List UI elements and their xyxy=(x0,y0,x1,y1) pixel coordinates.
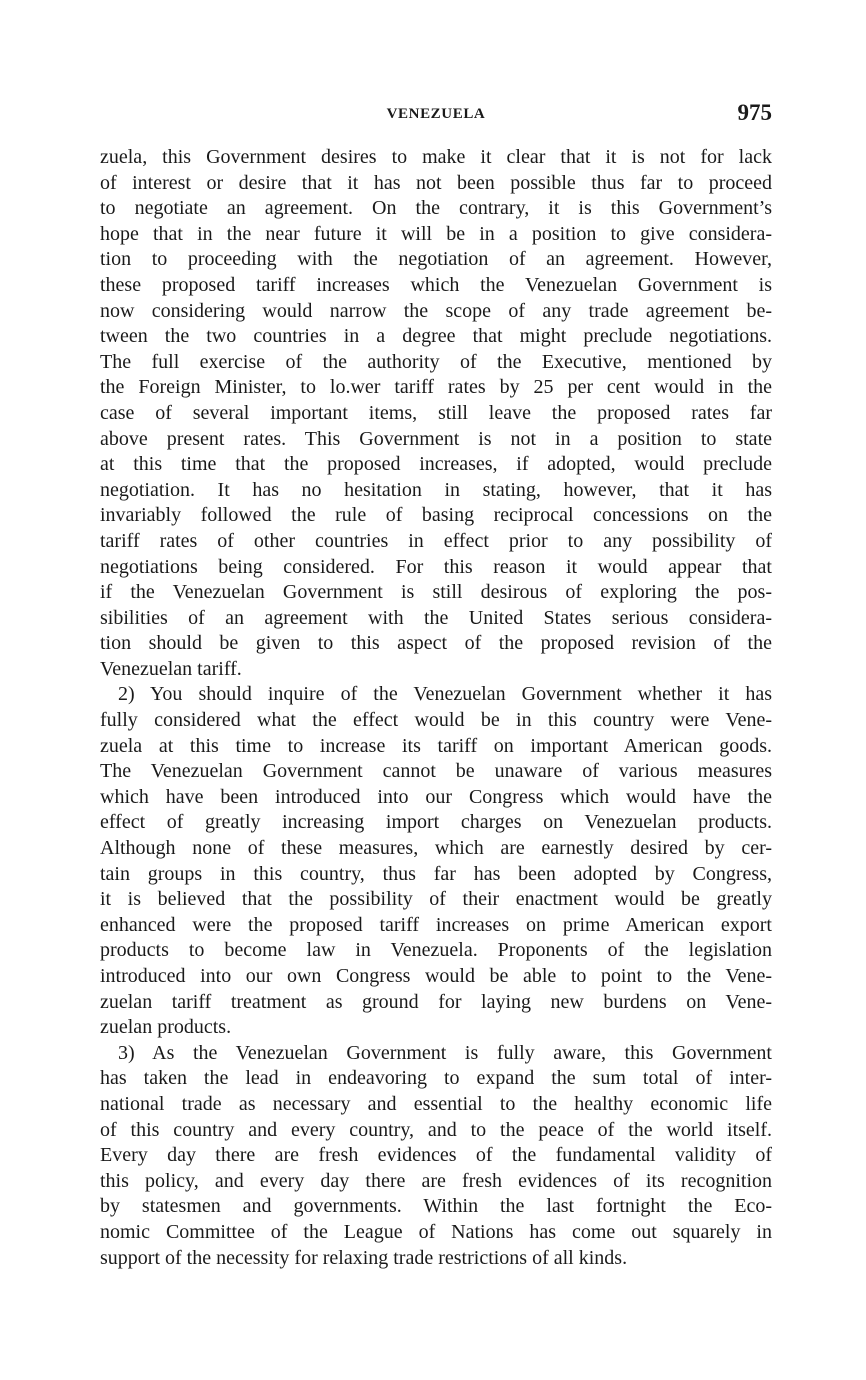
text-line: zuela at this time to increase its tariff on important American goods. xyxy=(100,734,772,757)
running-head xyxy=(100,100,772,130)
text-line: tween the two countries in a degree that might preclude negotiations. xyxy=(100,325,772,348)
text-line: tion should be given to this aspect of the proposed revision of the xyxy=(100,632,772,655)
text-line: these proposed tariff increases which the Venezuelan Government is xyxy=(100,273,772,296)
text-line: hope that in the near future it will be in a position to give considera- xyxy=(100,222,772,245)
text-line: to negotiate an agreement. On the contrary, it is this Government’s xyxy=(100,197,772,220)
text-line: fully considered what the effect would be in this country were Vene- xyxy=(100,709,772,732)
text-line: negotiations being considered. For this reason it would appear that xyxy=(100,555,772,578)
text-line: the Foreign Minister, to lo.wer tariff rates by 25 per cent would in the xyxy=(100,376,772,399)
body-text xyxy=(100,145,772,1271)
text-line: case of several important items, still leave the proposed rates far xyxy=(100,401,772,424)
text-line: now considering would narrow the scope of any trade agreement be- xyxy=(100,299,772,322)
text-line: has taken the lead in endeavoring to expand the sum total of inter- xyxy=(100,1067,772,1090)
text-line: zuelan products. xyxy=(100,1016,232,1039)
text-line: negotiation. It has no hesitation in stating, however, that it has xyxy=(100,478,772,501)
page-number: 975 xyxy=(737,100,772,125)
text-line: The full exercise of the authority of the Executive, mentioned by xyxy=(100,350,772,373)
text-line: zuela, this Government desires to make it clear that it is not for lack xyxy=(100,146,772,168)
text-line: tain groups in this country, thus far has been adopted by Congress, xyxy=(100,862,772,885)
text-line: nomic Committee of the League of Nations has come out squarely in xyxy=(100,1220,772,1243)
text-line: tariff rates of other countries in effect prior to any possibility of xyxy=(100,529,772,552)
paragraph xyxy=(100,1041,772,1271)
text-line: enhanced were the proposed tariff increases on prime American export xyxy=(100,913,772,936)
text-line: zuelan tariff treatment as ground for laying new burdens on Vene- xyxy=(100,990,772,1013)
text-line: which have been introduced into our Congress which would have the xyxy=(100,785,772,808)
text-line: by statesmen and governments. Within the last fortnight the Eco- xyxy=(100,1195,772,1218)
text-line: national trade as necessary and essential to the healthy economic life xyxy=(100,1092,772,1115)
text-line: tion to proceeding with the negotiation of an agreement. However, xyxy=(100,248,772,271)
text-line: it is believed that the possibility of their enactment would be greatly xyxy=(100,888,772,911)
paragraph xyxy=(100,145,772,682)
text-line: sibilities of an agreement with the United States serious considera- xyxy=(100,606,772,629)
running-title: VENEZUELA xyxy=(386,106,486,122)
text-line: 3) As the Venezuelan Government is fully aware, this Government xyxy=(118,1041,772,1064)
text-line: effect of greatly increasing import charges on Venezuelan products. xyxy=(100,811,772,834)
text-line: introduced into our own Congress would be able to point to the Vene- xyxy=(100,965,772,987)
paragraph xyxy=(100,682,772,1040)
text-line: invariably followed the rule of basing reciprocal concessions on the xyxy=(100,504,772,527)
text-line: of this country and every country, and to the peace of the world itself. xyxy=(100,1118,772,1141)
text-line: The Venezuelan Government cannot be unaware of various measures xyxy=(100,760,772,783)
text-line: above present rates. This Government is not in a position to state xyxy=(100,427,772,450)
text-line: products to become law in Venezuela. Proponents of the legislation xyxy=(100,939,772,962)
text-line: 2) You should inquire of the Venezuelan Government whether it has xyxy=(118,683,772,706)
text-line: support of the necessity for relaxing trade restrictions of all kinds. xyxy=(100,1246,628,1269)
text-line: Every day there are fresh evidences of the fundamental validity of xyxy=(100,1144,772,1167)
text-line: Although none of these measures, which are earnestly desired by cer- xyxy=(100,837,772,860)
text-line: if the Venezuelan Government is still desirous of exploring the pos- xyxy=(100,581,772,604)
text-line: Venezuelan tariff. xyxy=(100,657,242,680)
text-line: this policy, and every day there are fresh evidences of its recognition xyxy=(100,1169,772,1192)
text-line: at this time that the proposed increases, if adopted, would preclude xyxy=(100,453,772,476)
text-line: of interest or desire that it has not been possible thus far to proceed xyxy=(100,171,772,194)
